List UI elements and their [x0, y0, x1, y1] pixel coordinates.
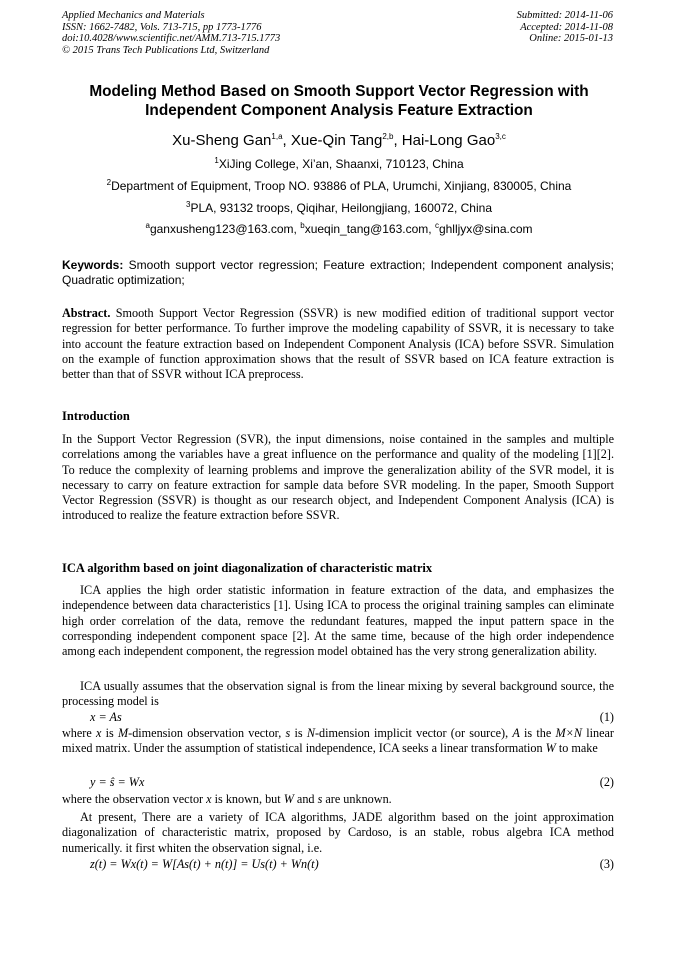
author-list: Xu-Sheng Gan$^{1,a}$, Xue-Qin Tang$^{2,b}$, Hai-Long Gao$^{3,c}$: [172, 132, 506, 149]
ica-paragraph-1: ICA applies the high order statistic information in feature extraction of the data, and emphasizes the independence between data characteristics [1]. Using ICA to process the original training samples can eliminate high order correlation of the data, remove the redundant features, mapped the input pattern space in the corresponding independent component space [2]. At the same time, because of the high order independence among each independent component, the regression model obtained has the very strong generalization ability.: [62, 583, 614, 659]
introduction-paragraph: In the Support Vector Regression (SVR), the input dimensions, noise contained in the samples and multiple correlations among the variables have a great influence on the performance and quality of the modeling [1][2]. To reduce the complexity of learning problems and improve the generalization ability of the SVR model, it is necessary to carry on feature extraction for sample data before SVR modeling. In the paper, Smooth Support Vector Regression (SSVR) is thought as our research object, and Independent Component Analysis (ICA) is introduced to realize the feature extraction before SSVR.: [62, 432, 614, 523]
equation-2: [62, 774, 614, 790]
accepted-date: Accepted: 2014-11-08: [520, 21, 613, 33]
affiliation-3: $^3$PLA, 93132 troops, Qiqihar, Heilongjiang, 160072, China: [186, 200, 492, 215]
issn-line: ISSN: 1662-7482, Vols. 713-715, pp 1773-1776: [62, 21, 262, 33]
author-name: Xue-Qin Tang: [290, 132, 383, 149]
abstract-label: Abstract.: [62, 306, 111, 320]
author-sup: 2,b: [382, 132, 394, 141]
ica-paragraph-4: where the observation vector x is known, but W and s are unknown.: [62, 792, 392, 806]
keywords-text: Smooth support vector regression; Feature extraction; Independent component analysis; Quadratic optimization;: [62, 258, 614, 287]
journal-header: [62, 10, 280, 56]
doi-line: doi:10.4028/www.scientific.net/AMM.713-715.1773: [62, 33, 281, 45]
journal-name: Applied Mechanics and Materials: [62, 10, 205, 21]
email-line: $^a$ganxusheng123@163.com, $^b$xueqin_tang@163.com, $^c$ghlljyx@sina.com: [145, 221, 533, 236]
author-name: Xu-Sheng Gan: [172, 132, 272, 149]
equation-1-body: x = As: [90, 710, 122, 724]
keywords-label: Keywords:: [62, 258, 124, 272]
abstract: [62, 306, 614, 382]
affiliation-2: $^2$Department of Equipment, Troop NO. 93886 of PLA, Urumchi, Xinjiang, 830005, China: [106, 178, 572, 193]
equation-2-body: y = ŝ = Wx: [90, 775, 145, 789]
equation-3-body: z(t) = Wx(t) = W[As(t) + n(t)] = Us(t) + Wn(t): [90, 857, 319, 871]
author-sup: 1,a: [271, 132, 283, 141]
equation-1-number: (1): [599, 710, 614, 724]
dates-header: [517, 10, 613, 45]
copyright-line: © 2015 Trans Tech Publications Ltd, Switzerland: [62, 44, 270, 56]
equation-1: [62, 709, 614, 725]
paper-title: Modeling Method Based on Smooth Support Vector Regression with Independent Component Analysis Feature Extraction: [89, 83, 589, 119]
ica-paragraph-3: where x is M-dimension observation vector, s is N-dimension implicit vector (or source), A is the M×N linear mixed matrix. Under the assumption of statistical independence, ICA seeks a linear transformation W to make: [62, 726, 614, 756]
ica-section-heading: ICA algorithm based on joint diagonalization of characteristic matrix: [62, 561, 433, 575]
author-name: Hai-Long Gao: [401, 132, 496, 149]
equation-3: [62, 856, 614, 872]
affiliation-1: $^1$XiJing College, Xi’an, Shaanxi, 710123, China: [214, 156, 464, 171]
keywords: [62, 258, 614, 287]
ica-paragraph-5: At present, There are a variety of ICA algorithms, JADE algorithm based on the joint approximation diagonalization of characteristic matrix, proposed by Cardoso, is an stable, robus algebra ICA method numerically. it first whiten the observation signal, i.e.: [62, 810, 614, 855]
introduction-heading: Introduction: [62, 409, 130, 423]
online-date: Online: 2015-01-13: [529, 33, 613, 45]
ica-paragraph-2: ICA usually assumes that the observation signal is from the linear mixing by several background source, the processing model is: [62, 679, 614, 709]
submitted-date: Submitted: 2014-11-06: [516, 10, 613, 21]
abstract-text: Smooth Support Vector Regression (SSVR) is new modified edition of traditional support vector regression for better performance. To further improve the modeling capability of SSVR, it is necessary to take into account the feature extraction based on Independent Component Analysis (ICA) before SSVR. Simulation on the example of function approximation shows that the result of SSVR based on ICA feature extraction is better than that of SSVR without ICA preprocess.: [62, 306, 614, 382]
author-sup: 3,c: [495, 132, 506, 141]
equation-2-number: (2): [599, 775, 614, 789]
equation-3-number: (3): [599, 857, 614, 871]
